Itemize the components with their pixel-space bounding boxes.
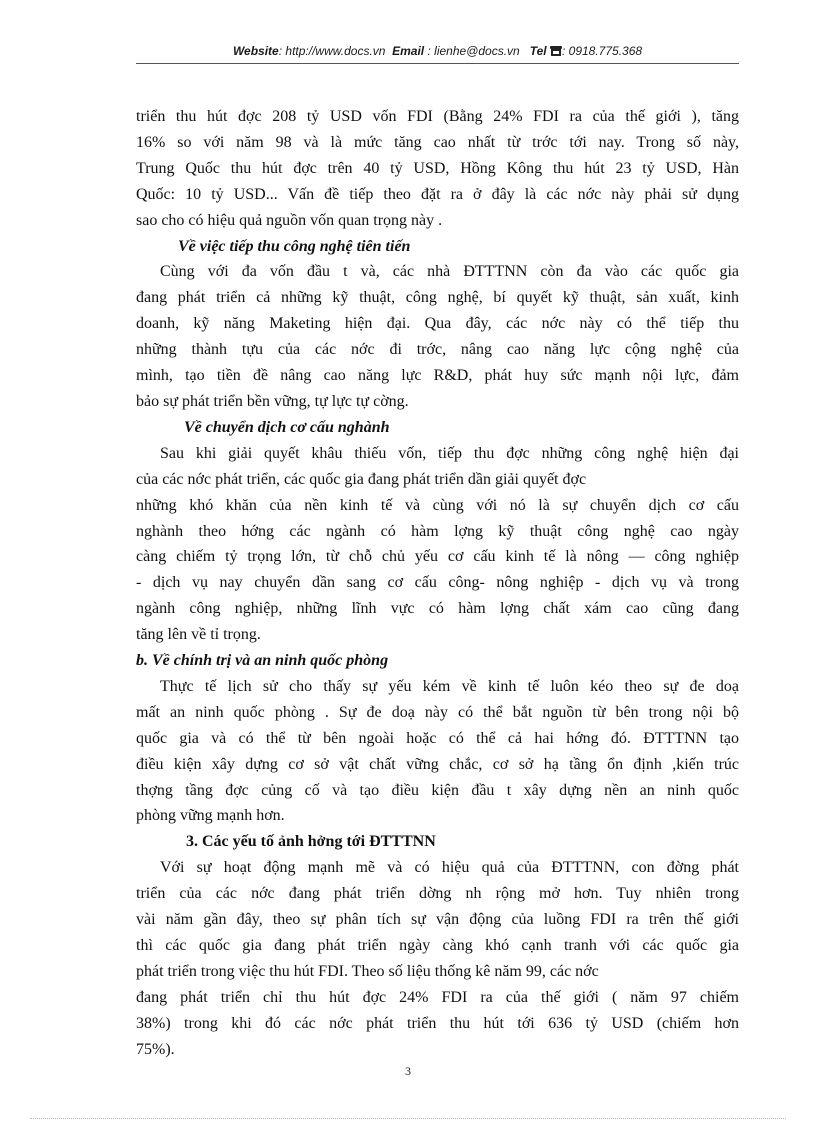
text-line: càng chiếm tỷ trọng lớn, từ chỗ chủ yếu cơ cấu kinh tế là nông — công nghiệp xyxy=(136,548,739,566)
page-number: 3 xyxy=(405,1064,411,1078)
email-value: : lienhe@docs.vn xyxy=(427,44,520,58)
text-line: đang phát triển chỉ thu hút đợc 24% FDI ra của thế giới ( năm 97 chiếm xyxy=(136,988,739,1006)
body-text xyxy=(136,104,739,1063)
heading-politics-security: b. Về chính trị và an ninh quốc phòng xyxy=(136,652,389,670)
text-line: - dịch vụ nay chuyển dần sang cơ cấu công- nông nghiệp - dịch vụ và trong xyxy=(136,574,739,592)
text-line: 16% so với năm 98 và là mức tăng cao nhất từ trớc tới nay. Trong số này, xyxy=(136,133,739,151)
text-line: mất an ninh quốc phòng . Sự đe doạ này có thể bắt nguồn từ bên trong nội bộ xyxy=(136,703,739,721)
text-line: phòng vững mạnh hơn. xyxy=(136,807,285,825)
text-line: tăng lên về tỉ trọng. xyxy=(136,626,261,644)
email-label: Email xyxy=(392,44,425,58)
text-line: những thành tựu của các nớc đi trớc, nâng cao năng lực cộng nghệ của xyxy=(136,341,739,359)
text-line: ngành công nghiệp, những lĩnh vực có hàm lợng chất xám cao cũng đang xyxy=(136,600,739,618)
text-line: triển thu hút đợc 208 tỷ USD vốn FDI (Bằng 24% FDI ra của thế giới ), tăng xyxy=(136,108,739,125)
tel-value: : 0918.775.368 xyxy=(561,44,643,58)
text-line: thì các quốc gia đang phát triển ngày càng khó cạnh tranh với các quốc gia xyxy=(136,937,739,954)
text-line: 75%). xyxy=(136,1040,175,1058)
paragraph-fdi-summary xyxy=(136,104,739,234)
text-line: Cùng với đa vốn đầu t và, các nhà ĐTTTNN còn đa vào các quốc gia xyxy=(160,263,739,281)
text-line: của các nớc phát triển, các quốc gia đang phát triển dần giải quyết đợc xyxy=(136,470,587,488)
paragraph-technology-transfer xyxy=(136,259,739,414)
text-line: vài năm gần đây, theo sự phân tích sự vận động của luồng FDI ra trên thế giới xyxy=(136,911,739,929)
text-line: bảo sự phát triển bền vững, tự lực tự cờng. xyxy=(136,392,409,410)
paragraph-politics-security xyxy=(136,674,739,829)
footer-divider xyxy=(30,1118,786,1119)
website-label: Website xyxy=(232,44,279,58)
header-divider xyxy=(136,63,739,64)
paragraph-influencing-factors xyxy=(136,855,739,1062)
text-line: đang phát triển cả những kỹ thuật, công nghệ, bí quyết kỹ thuật, sản xuất, kinh xyxy=(136,289,739,307)
tel-label: Tel xyxy=(529,44,547,58)
text-line: 38%) trong khi đó các nớc phát triển thu hút tới 636 tỷ USD (chiếm hơn xyxy=(136,1014,739,1032)
text-line: phát triển trong việc thu hút FDI. Theo số liệu thống kê năm 99, các nớc xyxy=(136,962,599,980)
text-line: Trung Quốc thu hút đợc trên 40 tỷ USD, Hồng Kông thu hút 23 tỷ USD, Hàn xyxy=(136,159,739,177)
text-line: doanh, kỹ năng Maketing hiện đại. Qua đây, các nớc này có thể tiếp thu xyxy=(136,315,739,333)
page-header xyxy=(136,44,739,64)
text-line: Quốc: 10 tỷ USD... Vấn đề tiếp theo đặt ra ở đây là các nớc này phải sử dụng xyxy=(136,185,739,203)
text-line: Với sự hoạt động mạnh mẽ và có hiệu quả của ĐTTTNN, con đờng phát xyxy=(160,859,739,877)
heading-technology-transfer: Về việc tiếp thu công nghệ tiên tiến xyxy=(178,237,411,255)
text-line: triển của các nớc đang phát triển dờng nh rộng mở hơn. Tuy nhiên trong xyxy=(136,885,739,903)
phone-icon xyxy=(550,45,562,60)
text-line: mình, tạo tiền đề nâng cao năng lực R&D, phát huy sức mạnh nội lực, đảm xyxy=(136,367,739,385)
paragraph-structural-shift xyxy=(136,441,739,648)
heading-structural-shift: Về chuyển dịch cơ cấu nghành xyxy=(184,418,390,436)
text-line: quốc gia và có thể từ bên ngoài hoặc có thể cả hai hớng đó. ĐTTTNN tạo xyxy=(136,729,739,747)
text-line: Thực tế lịch sử cho thấy sự yếu kém về kinh tế luôn kéo theo sự đe doạ xyxy=(160,677,739,695)
heading-influencing-factors: 3. Các yếu tố ảnh hởng tới ĐTTTNN xyxy=(186,833,436,851)
text-line: nghành theo hớng các ngành có hàm lợng kỹ thuật công nghệ cao ngày xyxy=(136,522,739,540)
text-line: sao cho có hiệu quả nguồn vốn quan trọng này . xyxy=(136,211,443,229)
website-value: : http://www.docs.vn xyxy=(278,44,386,58)
text-line: Sau khi giải quyết khâu thiếu vốn, tiếp thu đợc những công nghệ hiện đại xyxy=(160,444,739,462)
text-line: điều kiện xây dựng cơ sở vật chất vững chắc, cơ sở hạ tầng ổn định ,kiến trúc xyxy=(136,755,739,773)
text-line: thợng tầng đợc củng cố và tạo điều kiện đầu t xây dựng nền an ninh quốc xyxy=(136,781,739,799)
text-line: những khó khăn của nền kinh tế và cùng với nó là sự chuyển dịch cơ cấu xyxy=(136,496,739,514)
